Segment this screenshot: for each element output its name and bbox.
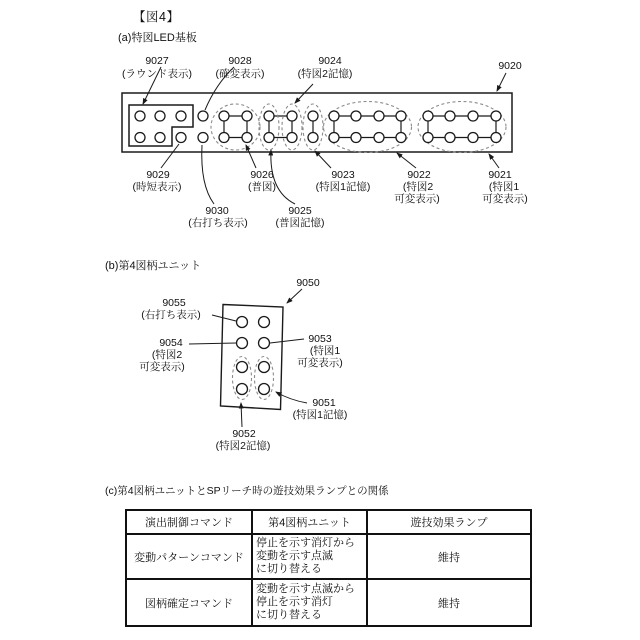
ref-9022: 9022 xyxy=(407,169,431,181)
cell-unit-behavior xyxy=(252,579,367,626)
label-9054: (特図2 xyxy=(151,349,183,361)
leader-9021 xyxy=(489,154,499,168)
leader-9050 xyxy=(287,289,302,303)
cell-lamp: 維持 xyxy=(367,534,531,579)
led xyxy=(445,133,455,143)
leader-9025 xyxy=(271,150,295,204)
section-a-heading: (a)特図LED基板 xyxy=(118,32,197,44)
leader-9020 xyxy=(497,73,506,91)
label-9053: (特図1 xyxy=(309,345,341,357)
unit-behavior-line: 変動を示す点滅から xyxy=(256,583,355,595)
label-9026: (普図) xyxy=(248,181,276,193)
label-9051: (特図1記憶) xyxy=(292,409,348,421)
label-9029: (時短表示) xyxy=(132,181,182,193)
ref-9054: 9054 xyxy=(159,337,183,349)
led xyxy=(237,362,248,373)
led xyxy=(329,111,339,121)
led xyxy=(237,384,248,395)
led xyxy=(237,338,248,349)
ref-9025: 9025 xyxy=(288,205,312,217)
led xyxy=(135,111,145,121)
label-9021-line2: 可変表示) xyxy=(482,193,528,205)
figure-number: 【図4】 xyxy=(133,10,180,24)
led xyxy=(287,133,297,143)
led xyxy=(155,111,165,121)
ref-9055: 9055 xyxy=(162,297,186,309)
label-9023: (特図1記憶) xyxy=(315,181,371,193)
led xyxy=(264,111,274,121)
unit-behavior-line: 停止を示す消灯 xyxy=(256,596,333,608)
unit-panel xyxy=(221,305,284,410)
led xyxy=(135,133,145,143)
unit-behavior-line: 変動を示す点滅 xyxy=(256,550,333,562)
tokuzu2-display-ellipse xyxy=(324,102,412,153)
label-9027: (ラウンド表示) xyxy=(122,68,192,80)
label-9055: (右打ち表示) xyxy=(141,309,201,321)
leader-9022 xyxy=(397,153,416,168)
ref-9027: 9027 xyxy=(145,55,169,67)
leader-9030 xyxy=(202,145,214,204)
led xyxy=(468,111,478,121)
led xyxy=(237,317,248,328)
ref-9024: 9024 xyxy=(318,55,342,67)
relation-table xyxy=(125,509,532,627)
label-9022-line2: 可変表示) xyxy=(394,193,440,205)
led xyxy=(259,362,270,373)
section-b-heading: (b)第4図柄ユニット xyxy=(105,260,202,272)
led xyxy=(329,133,339,143)
cell-command: 変動パターンコマンド xyxy=(126,534,252,579)
led xyxy=(287,111,297,121)
led xyxy=(242,133,252,143)
label-9024: (特図2記憶) xyxy=(297,68,353,80)
label-9030: (右打ち表示) xyxy=(188,217,248,229)
label-9053-line2: 可変表示) xyxy=(297,357,343,369)
cell-command: 図柄確定コマンド xyxy=(126,579,252,626)
led xyxy=(423,111,433,121)
led xyxy=(423,133,433,143)
led xyxy=(176,133,186,143)
ref-9053: 9053 xyxy=(308,333,332,345)
table-header-row xyxy=(126,510,531,534)
ref-9030: 9030 xyxy=(205,205,229,217)
led xyxy=(242,111,252,121)
led-board-figure xyxy=(122,55,528,229)
led xyxy=(468,133,478,143)
led xyxy=(491,111,501,121)
led xyxy=(308,111,318,121)
label-9028: (確変表示) xyxy=(215,68,265,80)
ref-9052: 9052 xyxy=(232,428,256,440)
led xyxy=(396,111,406,121)
ref-9021: 9021 xyxy=(488,169,512,181)
ref-9051: 9051 xyxy=(312,397,336,409)
led xyxy=(176,111,186,121)
ref-9026: 9026 xyxy=(250,169,274,181)
led xyxy=(219,111,229,121)
led xyxy=(351,133,361,143)
led xyxy=(491,133,501,143)
led xyxy=(198,111,208,121)
led xyxy=(374,133,384,143)
table-row xyxy=(126,579,531,626)
col-header-lamp: 遊技効果ランプ xyxy=(367,510,531,534)
led xyxy=(445,111,455,121)
led xyxy=(264,133,274,143)
col-header-command: 演出制御コマンド xyxy=(126,510,252,534)
label-9025: (普図記憶) xyxy=(275,217,325,229)
led xyxy=(374,111,384,121)
led xyxy=(259,338,270,349)
symbol-unit-figure xyxy=(139,277,347,452)
cell-lamp: 維持 xyxy=(367,579,531,626)
table-row xyxy=(126,534,531,579)
led xyxy=(259,384,270,395)
led xyxy=(219,133,229,143)
label-9052: (特図2記憶) xyxy=(215,440,271,452)
unit-behavior-line: に切り替える xyxy=(256,563,322,575)
label-9021: (特図1 xyxy=(488,181,520,193)
led xyxy=(396,133,406,143)
leader-9026 xyxy=(246,145,256,168)
ref-9020: 9020 xyxy=(498,60,522,72)
ref-9050: 9050 xyxy=(296,277,320,289)
label-9054-line2: 可変表示) xyxy=(139,361,185,373)
unit-behavior-line: 停止を示す消灯から xyxy=(256,537,355,549)
led xyxy=(198,133,208,143)
unit-behavior-line: に切り替える xyxy=(256,609,322,621)
led xyxy=(308,133,318,143)
led xyxy=(155,133,165,143)
fuzu-group-ellipse xyxy=(211,104,260,150)
led xyxy=(351,111,361,121)
section-c-heading: (c)第4図柄ユニットとSPリーチ時の遊技効果ランプとの関係 xyxy=(105,485,389,497)
led xyxy=(259,317,270,328)
ref-9028: 9028 xyxy=(228,55,252,67)
leader-9023 xyxy=(315,151,331,168)
leader-9029 xyxy=(161,144,179,168)
ref-9029: 9029 xyxy=(146,169,170,181)
tokuzu1-display-ellipse xyxy=(418,102,506,153)
ref-9023: 9023 xyxy=(331,169,355,181)
col-header-unit: 第4図柄ユニット xyxy=(252,510,367,534)
label-9022: (特図2 xyxy=(402,181,434,193)
cell-unit-behavior xyxy=(252,534,367,579)
